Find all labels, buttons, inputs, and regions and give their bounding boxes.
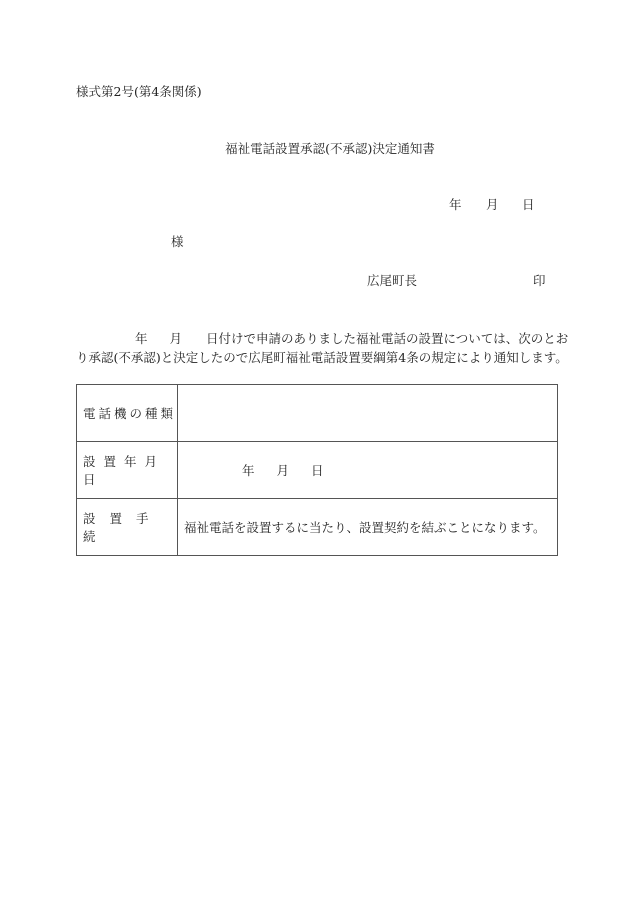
paragraph-line-1 — [76, 329, 569, 348]
row-label-install-date: 設置年月日 — [77, 442, 178, 499]
table-row — [77, 499, 558, 556]
table-row — [77, 442, 558, 499]
date-year-label: 年 — [449, 197, 462, 212]
row-value-install-date — [178, 442, 558, 499]
row-value-procedure: 福祉電話を設置するに当たり、設置契約を結ぶことになります。 — [178, 499, 558, 556]
issuer-name: 広尾町長 — [367, 273, 418, 288]
row-label-procedure: 設置手続 — [77, 499, 178, 556]
body-year: 年 — [135, 331, 148, 346]
body-line1-text: 日付けで申請のありました福祉電話の設置については、次のとお — [206, 331, 569, 346]
addressee-suffix: 様 — [171, 234, 184, 249]
install-day: 日 — [311, 463, 324, 478]
paragraph-line-2: り承認(不承認)と決定したので広尾町福祉電話設置要綱第4条の規定により通知します。 — [76, 350, 568, 365]
row-value-phone-type — [178, 385, 558, 442]
install-month: 月 — [276, 463, 290, 478]
date-month-label: 月 — [486, 197, 499, 212]
install-year: 年 — [242, 463, 255, 478]
date-day-label: 日 — [522, 197, 535, 212]
body-month: 月 — [169, 331, 183, 346]
seal-mark: 印 — [533, 273, 546, 288]
table-row — [77, 385, 558, 442]
notice-paragraph — [76, 329, 569, 367]
details-table — [76, 384, 558, 556]
form-number: 様式第2号(第4条関係) — [76, 84, 202, 99]
row-label-phone-type: 電話機の種類 — [77, 385, 178, 442]
document-title: 福祉電話設置承認(不承認)決定通知書 — [225, 141, 435, 156]
